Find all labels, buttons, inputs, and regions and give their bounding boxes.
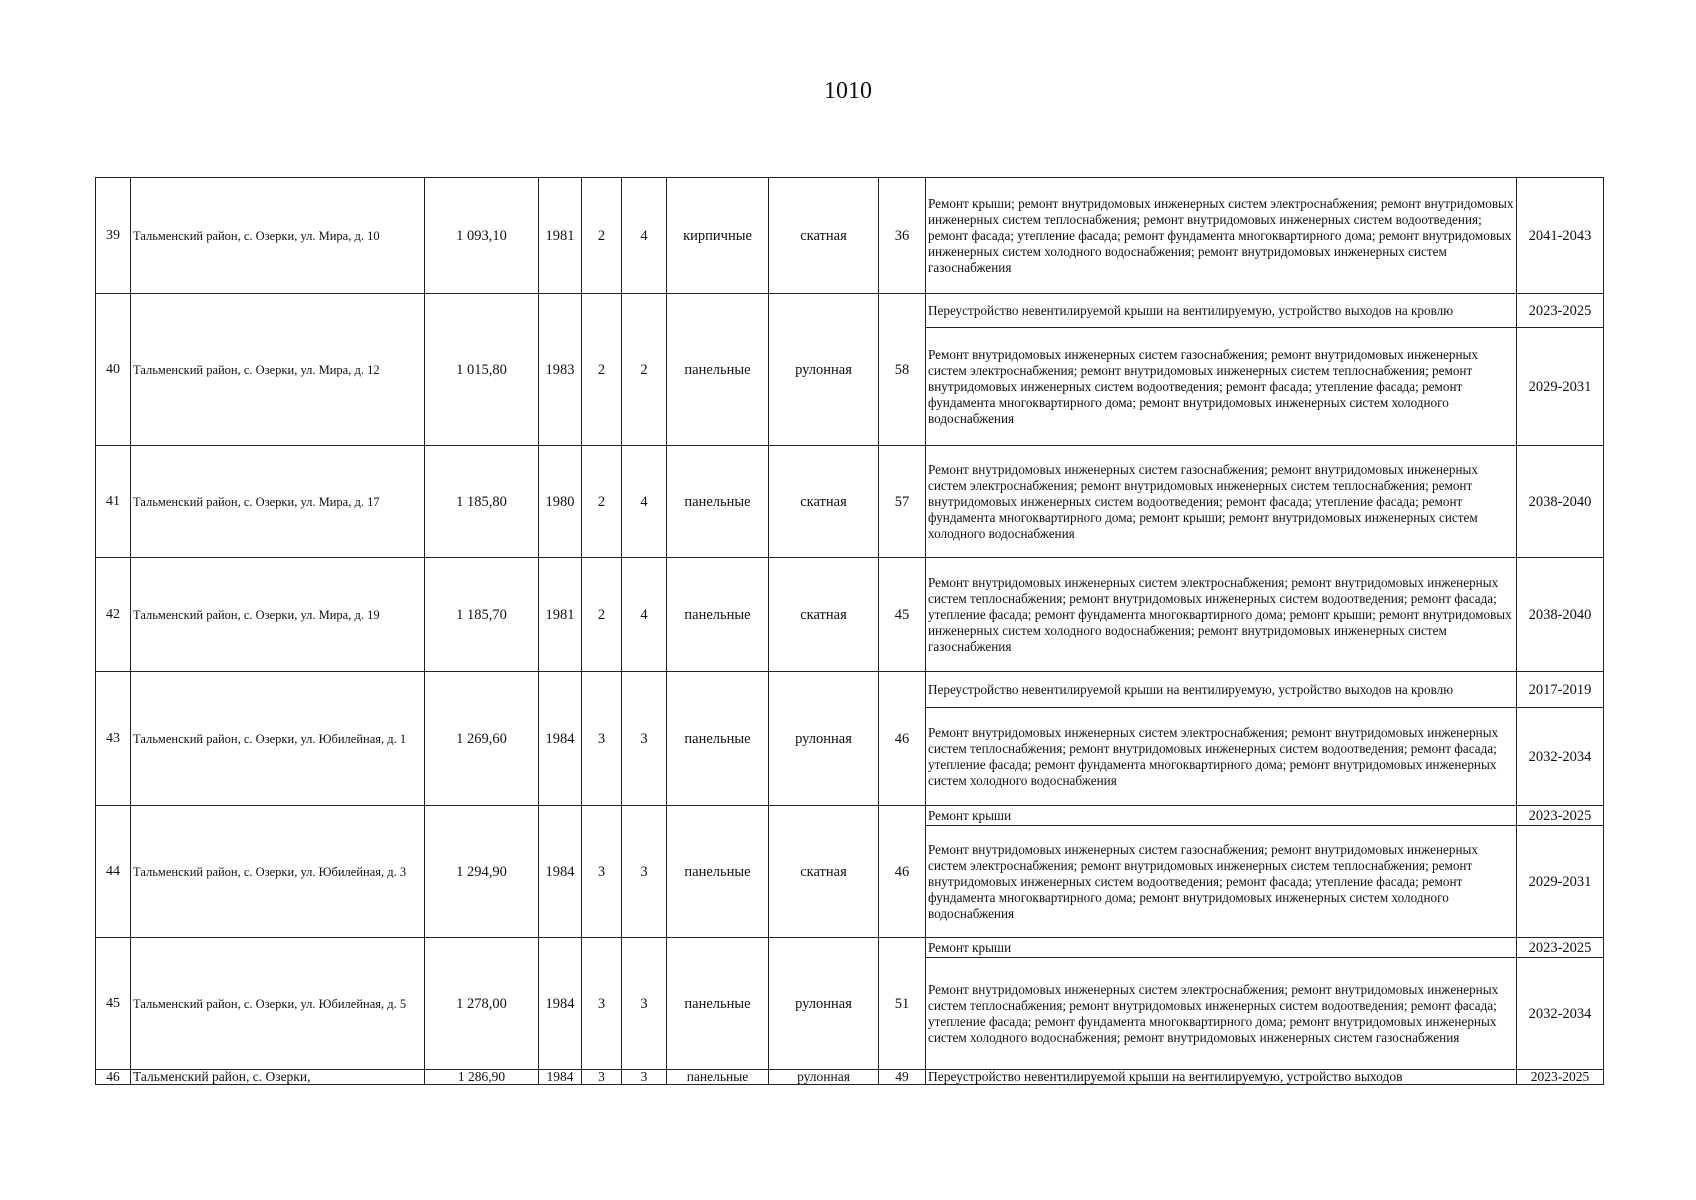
floors-cell: 3 xyxy=(582,672,622,806)
apartments-cell: 36 xyxy=(879,178,926,294)
works-cell: Переустройство невентилируемой крыши на вентилируемую, устройство выходов на кровлю xyxy=(926,672,1517,708)
period-cell: 2038-2040 xyxy=(1517,446,1604,558)
roof-type-cell: рулонная xyxy=(769,1070,879,1085)
area-cell: 1 269,60 xyxy=(425,672,539,806)
entrances-cell: 4 xyxy=(622,178,667,294)
floors-cell: 2 xyxy=(582,558,622,672)
roof-type-cell: скатная xyxy=(769,806,879,938)
works-cell: Ремонт внутридомовых инженерных систем электроснабжения; ремонт внутридомовых инженерных систем теплоснабжения; ремонт внутридомовых инженерных систем водоотведения; ремонт фасада; утепление фасада; ремонт фундамента многоквартирного дома; ремонт внутридомовых инженерных систем холодного водоснабжения xyxy=(926,708,1517,806)
apartments-cell: 46 xyxy=(879,672,926,806)
entrances-cell: 3 xyxy=(622,1070,667,1085)
works-cell: Ремонт крыши xyxy=(926,806,1517,826)
floors-cell: 2 xyxy=(582,446,622,558)
table-body xyxy=(96,178,1604,1085)
entrances-cell: 3 xyxy=(622,672,667,806)
year-cell: 1984 xyxy=(539,938,582,1070)
table-row xyxy=(96,446,1604,558)
row-number: 41 xyxy=(96,446,131,558)
row-number: 40 xyxy=(96,294,131,446)
floors-cell: 3 xyxy=(582,1070,622,1085)
period-cell: 2029-2031 xyxy=(1517,826,1604,938)
floors-cell: 2 xyxy=(582,294,622,446)
floors-cell: 2 xyxy=(582,178,622,294)
area-cell: 1 294,90 xyxy=(425,806,539,938)
apartments-cell: 57 xyxy=(879,446,926,558)
row-number: 39 xyxy=(96,178,131,294)
period-cell: 2017-2019 xyxy=(1517,672,1604,708)
works-cell: Переустройство невентилируемой крыши на вентилируемую, устройство выходов на кровлю xyxy=(926,294,1517,328)
works-cell: Ремонт крыши; ремонт внутридомовых инженерных систем электроснабжения; ремонт внутридомовых инженерных систем теплоснабжения; ремонт внутридомовых инженерных систем водоотведения; ремонт фасада; утепление фасада; ремонт фундамента многоквартирного дома; ремонт внутридомовых инженерных систем холодного водоснабжения; ремонт внутридомовых инженерных систем газоснабжения xyxy=(926,178,1517,294)
year-cell: 1980 xyxy=(539,446,582,558)
address-cell: Тальменский район, с. Озерки, ул. Юбилейная, д. 3 xyxy=(131,806,425,938)
row-number: 46 xyxy=(96,1070,131,1085)
roof-type-cell: скатная xyxy=(769,178,879,294)
area-cell: 1 286,90 xyxy=(425,1070,539,1085)
works-cell: Ремонт внутридомовых инженерных систем газоснабжения; ремонт внутридомовых инженерных систем электроснабжения; ремонт внутридомовых инженерных систем теплоснабжения; ремонт внутридомовых инженерных систем водоотведения; ремонт фасада; утепление фасада; ремонт фундамента многоквартирного дома; ремонт внутридомовых инженерных систем холодного водоснабжения xyxy=(926,826,1517,938)
period-cell: 2041-2043 xyxy=(1517,178,1604,294)
floors-cell: 3 xyxy=(582,938,622,1070)
walls-material-cell: панельные xyxy=(667,294,769,446)
walls-material-cell: панельные xyxy=(667,938,769,1070)
area-cell: 1 185,70 xyxy=(425,558,539,672)
period-cell: 2023-2025 xyxy=(1517,806,1604,826)
period-cell: 2032-2034 xyxy=(1517,708,1604,806)
address-cell: Тальменский район, с. Озерки, ул. Юбилейная, д. 5 xyxy=(131,938,425,1070)
row-number: 42 xyxy=(96,558,131,672)
apartments-cell: 51 xyxy=(879,938,926,1070)
entrances-cell: 3 xyxy=(622,938,667,1070)
address-cell: Тальменский район, с. Озерки, ул. Мира, д. 10 xyxy=(131,178,425,294)
page-number: 1010 xyxy=(824,78,872,104)
walls-material-cell: панельные xyxy=(667,672,769,806)
walls-material-cell: панельные xyxy=(667,1070,769,1085)
table-row xyxy=(96,938,1604,958)
roof-type-cell: рулонная xyxy=(769,294,879,446)
works-cell: Ремонт внутридомовых инженерных систем газоснабжения; ремонт внутридомовых инженерных систем электроснабжения; ремонт внутридомовых инженерных систем теплоснабжения; ремонт внутридомовых инженерных систем водоотведения; ремонт фасада; утепление фасада; ремонт фундамента многоквартирного дома; ремонт крыши; ремонт внутридомовых инженерных систем холодного водоснабжения xyxy=(926,446,1517,558)
apartments-cell: 46 xyxy=(879,806,926,938)
repair-schedule-table xyxy=(95,177,1604,1085)
address-cell: Тальменский район, с. Озерки, ул. Мира, д. 19 xyxy=(131,558,425,672)
address-cell: Тальменский район, с. Озерки, xyxy=(131,1070,425,1085)
floors-cell: 3 xyxy=(582,806,622,938)
address-cell: Тальменский район, с. Озерки, ул. Мира, д. 12 xyxy=(131,294,425,446)
table-row xyxy=(96,178,1604,294)
roof-type-cell: рулонная xyxy=(769,672,879,806)
roof-type-cell: скатная xyxy=(769,558,879,672)
entrances-cell: 4 xyxy=(622,558,667,672)
table-row xyxy=(96,672,1604,708)
entrances-cell: 2 xyxy=(622,294,667,446)
roof-type-cell: рулонная xyxy=(769,938,879,1070)
address-cell: Тальменский район, с. Озерки, ул. Мира, д. 17 xyxy=(131,446,425,558)
row-number: 45 xyxy=(96,938,131,1070)
row-number: 44 xyxy=(96,806,131,938)
apartments-cell: 58 xyxy=(879,294,926,446)
entrances-cell: 4 xyxy=(622,446,667,558)
roof-type-cell: скатная xyxy=(769,446,879,558)
period-cell: 2023-2025 xyxy=(1517,938,1604,958)
period-cell: 2032-2034 xyxy=(1517,958,1604,1070)
year-cell: 1981 xyxy=(539,178,582,294)
period-cell: 2023-2025 xyxy=(1517,1070,1604,1085)
works-cell: Ремонт внутридомовых инженерных систем электроснабжения; ремонт внутридомовых инженерных систем теплоснабжения; ремонт внутридомовых инженерных систем водоотведения; ремонт фасада; утепление фасада; ремонт фундамента многоквартирного дома; ремонт внутридомовых инженерных систем холодного водоснабжения; ремонт внутридомовых инженерных систем газоснабжения xyxy=(926,958,1517,1070)
walls-material-cell: панельные xyxy=(667,558,769,672)
works-cell: Ремонт внутридомовых инженерных систем электроснабжения; ремонт внутридомовых инженерных систем теплоснабжения; ремонт внутридомовых инженерных систем водоотведения; ремонт фасада; утепление фасада; ремонт фундамента многоквартирного дома; ремонт крыши; ремонт внутридомовых инженерных систем холодного водоснабжения; ремонт внутридомовых инженерных систем газоснабжения xyxy=(926,558,1517,672)
table-row xyxy=(96,1070,1604,1085)
walls-material-cell: панельные xyxy=(667,806,769,938)
year-cell: 1984 xyxy=(539,806,582,938)
address-cell: Тальменский район, с. Озерки, ул. Юбилейная, д. 1 xyxy=(131,672,425,806)
apartments-cell: 45 xyxy=(879,558,926,672)
table-row xyxy=(96,558,1604,672)
area-cell: 1 015,80 xyxy=(425,294,539,446)
walls-material-cell: панельные xyxy=(667,446,769,558)
works-cell: Ремонт крыши xyxy=(926,938,1517,958)
apartments-cell: 49 xyxy=(879,1070,926,1085)
year-cell: 1981 xyxy=(539,558,582,672)
works-cell: Ремонт внутридомовых инженерных систем газоснабжения; ремонт внутридомовых инженерных систем электроснабжения; ремонт внутридомовых инженерных систем теплоснабжения; ремонт внутридомовых инженерных систем водоотведения; ремонт фасада; утепление фасада; ремонт фундамента многоквартирного дома; ремонт внутридомовых инженерных систем холодного водоснабжения xyxy=(926,328,1517,446)
table-row xyxy=(96,806,1604,826)
year-cell: 1984 xyxy=(539,672,582,806)
period-cell: 2038-2040 xyxy=(1517,558,1604,672)
year-cell: 1983 xyxy=(539,294,582,446)
row-number: 43 xyxy=(96,672,131,806)
entrances-cell: 3 xyxy=(622,806,667,938)
area-cell: 1 278,00 xyxy=(425,938,539,1070)
area-cell: 1 185,80 xyxy=(425,446,539,558)
period-cell: 2029-2031 xyxy=(1517,328,1604,446)
area-cell: 1 093,10 xyxy=(425,178,539,294)
period-cell: 2023-2025 xyxy=(1517,294,1604,328)
works-cell: Переустройство невентилируемой крыши на вентилируемую, устройство выходов xyxy=(926,1070,1517,1085)
walls-material-cell: кирпичные xyxy=(667,178,769,294)
year-cell: 1984 xyxy=(539,1070,582,1085)
table-row xyxy=(96,294,1604,328)
